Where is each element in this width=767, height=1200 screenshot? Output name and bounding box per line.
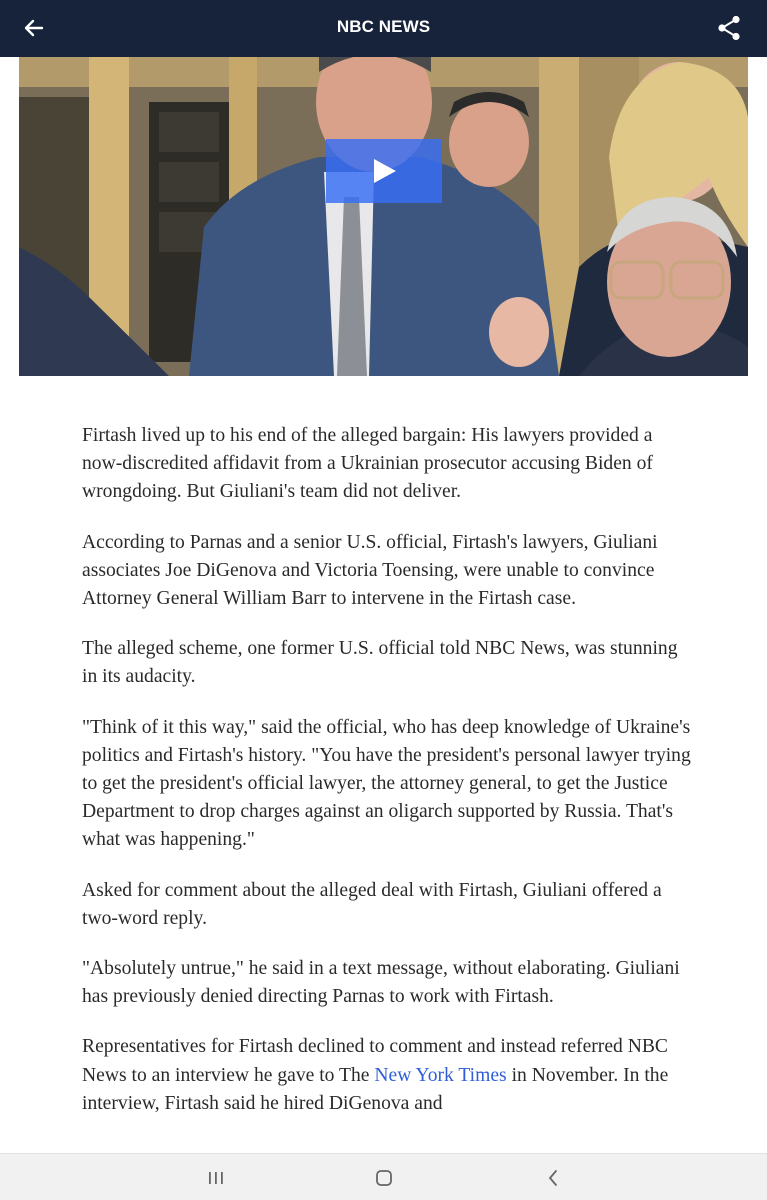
play-icon	[369, 156, 399, 186]
share-icon[interactable]	[713, 12, 745, 44]
paragraph-text: in November. In the interview, Firtash said he hired DiGenova and	[82, 1064, 669, 1114]
article-body	[82, 422, 692, 1140]
news-photo	[19, 57, 748, 376]
video-thumbnail[interactable]	[19, 57, 748, 376]
article-paragraph: Firtash lived up to his end of the alleged bargain: His lawyers provided a now-discredited affidavit from a Ukrainian prosecutor accusing Biden of wrongdoing. But Giuliani's team did not deliver.	[82, 425, 653, 503]
article-paragraph: The alleged scheme, one former U.S. official told NBC News, was stunning in its audacity.	[82, 638, 678, 688]
article-paragraph: "Absolutely untrue," he said in a text message, without elaborating. Giuliani has previously denied directing Parnas to work with Firtash.	[82, 958, 680, 1008]
article-paragraph-last	[82, 1033, 692, 1118]
article-paragraph: Asked for comment about the alleged deal with Firtash, Giuliani offered a two-word reply.	[82, 879, 662, 929]
home-icon[interactable]	[364, 1164, 404, 1192]
nyt-link[interactable]: New York Times	[374, 1064, 507, 1086]
app-header	[0, 0, 767, 57]
paragraph-text: Representatives for Firtash declined to comment and instead referred NBC News to an interview he gave to The	[82, 1036, 668, 1086]
play-button[interactable]	[326, 139, 442, 203]
article-paragraph: "Think of it this way," said the official, who has deep knowledge of Ukraine's politics and Firtash's history. "You have the president's personal lawyer trying to get the president's official lawyer, the attorney general, to get the Justice Department to drop charges against an oligarch supported by Russia. That's what was happening."	[82, 716, 691, 851]
recent-apps-icon[interactable]	[196, 1164, 236, 1192]
article-paragraph: According to Parnas and a senior U.S. official, Firtash's lawyers, Giuliani associates Joe DiGenova and Victoria Toensing, were unable to convince Attorney General William Barr to intervene in the Firtash case.	[82, 531, 658, 610]
system-nav-bar	[0, 1153, 767, 1200]
app-title: NBC NEWS	[336, 17, 431, 36]
system-back-icon[interactable]	[533, 1164, 573, 1192]
